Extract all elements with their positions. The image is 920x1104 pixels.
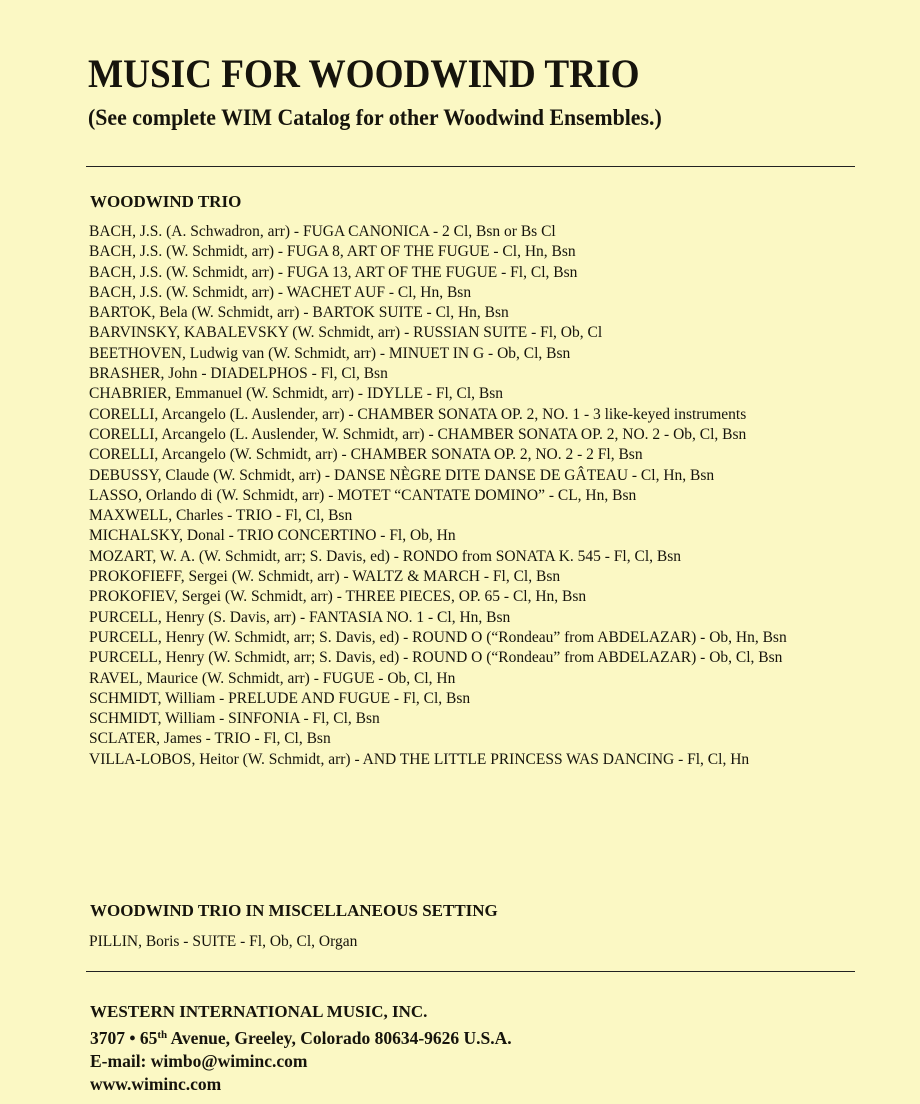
list-item: CORELLI, Arcangelo (L. Auslender, arr) - CHAMBER SONATA OP. 2, NO. 1 - 3 like-keyed instruments [89,405,747,423]
address-rest: Avenue, Greeley, Colorado 80634-9626 U.S.A. [170,1028,512,1048]
list-item: MICHALSKY, Donal - TRIO CONCERTINO - Fl, Ob, Hn [89,527,456,545]
list-item: PROKOFIEFF, Sergei (W. Schmidt, arr) - WALTZ & MARCH - Fl, Cl, Bsn [89,568,561,586]
address-street-number: 65 [139,1028,158,1048]
misc-setting-list [89,932,839,952]
list-item: BARTOK, Bela (W. Schmidt, arr) - BARTOK SUITE - Cl, Hn, Bsn [89,304,509,322]
address-number: 3707 [90,1028,125,1048]
address-line [90,1024,512,1050]
list-item: SCHMIDT, William - PRELUDE AND FUGUE - Fl, Cl, Bsn [89,689,471,707]
website-link[interactable]: www.wiminc.com [90,1074,222,1094]
list-item: BARVINSKY, KABALEVSKY (W. Schmidt, arr) - RUSSIAN SUITE - Fl, Ob, Cl [89,324,603,342]
email-line [90,1050,512,1073]
address-bullet: • [129,1028,136,1048]
list-item: MOZART, W. A. (W. Schmidt, arr; S. Davis, ed) - RONDO from SONATA K. 545 - Fl, Cl, Bsn [89,547,681,565]
list-item: SCLATER, James - TRIO - Fl, Cl, Bsn [89,730,331,748]
section-heading-woodwind-trio: WOODWIND TRIO [90,192,242,211]
woodwind-trio-list [89,222,839,770]
page-title: MUSIC FOR WOODWIND TRIO [88,51,640,96]
list-item: RAVEL, Maurice (W. Schmidt, arr) - FUGUE - Ob, Cl, Hn [89,669,456,687]
list-item: PURCELL, Henry (W. Schmidt, arr; S. Davis, ed) - ROUND O (“Rondeau” from ABDELAZAR) - Ob, Cl, Bsn [89,649,783,667]
list-item: PURCELL, Henry (S. Davis, arr) - FANTASIA NO. 1 - Cl, Hn, Bsn [89,608,511,626]
list-item: BACH, J.S. (A. Schwadron, arr) - FUGA CANONICA - 2 Cl, Bsn or Bs Cl [89,223,556,240]
list-item: CORELLI, Arcangelo (L. Auslender, W. Schmidt, arr) - CHAMBER SONATA OP. 2, NO. 2 - Ob, Cl, Bsn [89,425,747,443]
publisher-info [90,1000,512,1096]
email-label: E-mail: [90,1051,147,1071]
bottom-divider [86,971,855,972]
address-street-suffix: th [157,1029,168,1041]
list-item: LASSO, Orlando di (W. Schmidt, arr) - MOTET “CANTATE DOMINO” - CL, Hn, Bsn [89,486,637,504]
list-item: SCHMIDT, William - SINFONIA - Fl, Cl, Bsn [89,710,380,728]
list-item: BACH, J.S. (W. Schmidt, arr) - FUGA 13, ART OF THE FUGUE - Fl, Cl, Bsn [89,263,578,281]
list-item: BACH, J.S. (W. Schmidt, arr) - WACHET AUF - Cl, Hn, Bsn [89,283,472,301]
list-item: CORELLI, Arcangelo (W. Schmidt, arr) - CHAMBER SONATA OP. 2, NO. 2 - 2 Fl, Bsn [89,446,643,464]
list-item: BACH, J.S. (W. Schmidt, arr) - FUGA 8, ART OF THE FUGUE - Cl, Hn, Bsn [89,243,576,261]
list-item: CHABRIER, Emmanuel (W. Schmidt, arr) - IDYLLE - Fl, Cl, Bsn [89,385,504,403]
list-item: PILLIN, Boris - SUITE - Fl, Ob, Cl, Organ [89,933,358,950]
list-item: BRASHER, John - DIADELPHOS - Fl, Cl, Bsn [89,365,388,383]
list-item: MAXWELL, Charles - TRIO - Fl, Cl, Bsn [89,507,353,525]
list-item: BEETHOVEN, Ludwig van (W. Schmidt, arr) - MINUET IN G - Ob, Cl, Bsn [89,344,571,362]
list-item: PURCELL, Henry (W. Schmidt, arr; S. Davis, ed) - ROUND O (“Rondeau” from ABDELAZAR) - Ob, Hn, Bsn [89,628,787,646]
list-item: VILLA-LOBOS, Heitor (W. Schmidt, arr) - AND THE LITTLE PRINCESS WAS DANCING - Fl, Cl, Hn [89,750,750,768]
email-address[interactable]: wimbo@wiminc.com [150,1051,308,1071]
list-item: DEBUSSY, Claude (W. Schmidt, arr) - DANSE NÈGRE DITE DANSE DE GÂTEAU - Cl, Hn, Bsn [89,466,715,484]
section-heading-misc-setting: WOODWIND TRIO IN MISCELLANEOUS SETTING [90,901,498,920]
company-name: WESTERN INTERNATIONAL MUSIC, INC. [90,1002,428,1021]
top-divider [86,166,855,167]
page-subtitle: (See complete WIM Catalog for other Woodwind Ensembles.) [88,105,662,130]
list-item: PROKOFIEV, Sergei (W. Schmidt, arr) - THREE PIECES, OP. 65 - Cl, Hn, Bsn [89,588,587,606]
